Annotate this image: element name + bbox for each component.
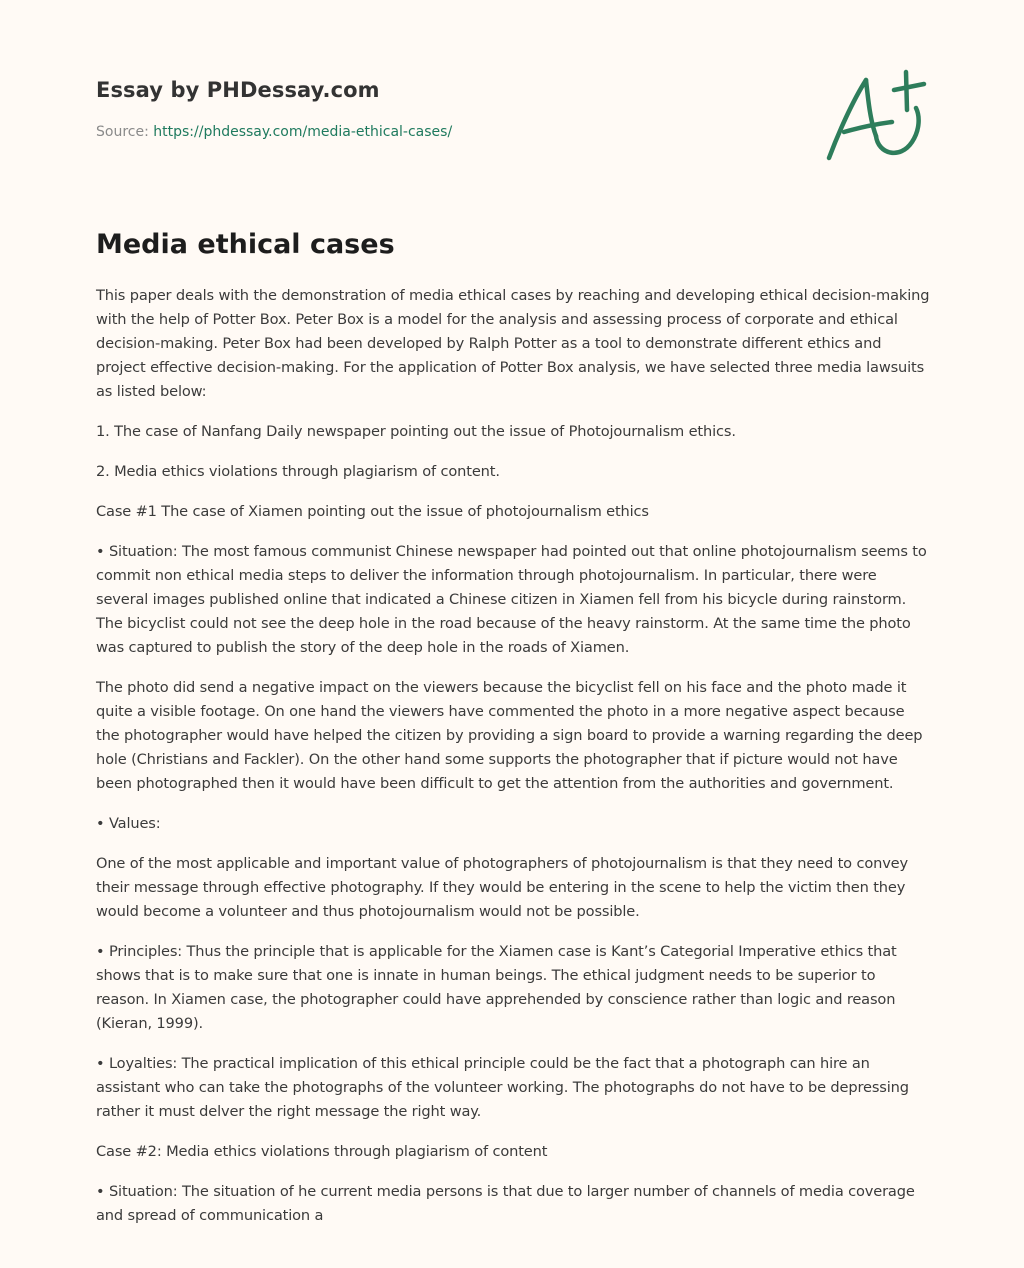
source-link[interactable]: https://phdessay.com/media-ethical-cases/ xyxy=(153,124,453,140)
list-item-case-2: 2. Media ethics violations through plagiarism of content. xyxy=(96,463,500,480)
case-1-values-paragraph: One of the most applicable and important value of photographers of photojournalism is that they need to convey their message through effective photography. If they would be entering in the scene to help the victim then they would become a volunteer and thus photojournalism would not be possible. xyxy=(96,855,908,920)
case-1-impact-paragraph: The photo did send a negative impact on the viewers because the bicyclist fell on his face and the photo made it quite a visible footage. On one hand the viewers have commented the photo in a more negative aspect because the photographer would have helped the citizen by providing a sign board to provide a warning regarding the deep hole (Christians and Fackler). On the other hand some supports the photographer that if picture would not have been photographed then it would have been difficult to get the attention from the authorities and government. xyxy=(96,679,923,792)
intro-paragraph: This paper deals with the demonstration of media ethical cases by reaching and developing ethical decision-making with the help of Potter Box. Peter Box is a model for the analysis and assessing process of corporate and ethical decision-making. Peter Box had been developed by Ralph Potter as a tool to demonstrate different ethics and project effective decision-making. For the application of Potter Box analysis, we have selected three media lawsuits as listed below: xyxy=(96,287,930,400)
a-plus-grade-icon xyxy=(820,64,930,168)
source-label: Source: xyxy=(96,124,149,140)
essay-content xyxy=(96,226,930,1244)
essay-header xyxy=(96,74,796,142)
case-1-values-label: • Values: xyxy=(96,815,161,832)
case-1-situation: • Situation: The most famous communist Chinese newspaper had pointed out that online photojournalism seems to commit non ethical media steps to deliver the information through photojournalism. In particular, there were several images published online that indicated a Chinese citizen in Xiamen fell from his bicycle during rainstorm. The bicyclist could not see the deep hole in the road because of the heavy rainstorm. At the same time the photo was captured to publish the story of the deep hole in the roads of Xiamen. xyxy=(96,543,927,656)
case-1-loyalties: • Loyalties: The practical implication of this ethical principle could be the fact that a photograph can hire an assistant who can take the photographs of the volunteer working. The photographs do not have to be depressing rather it must delver the right message the right way. xyxy=(96,1055,909,1120)
case-2-situation: • Situation: The situation of he current media persons is that due to larger number of channels of media coverage and spread of communication a xyxy=(96,1183,915,1224)
site-title: Essay by PHDessay.com xyxy=(96,78,380,102)
document-title: Media ethical cases xyxy=(96,229,395,260)
case-1-heading: Case #1 The case of Xiamen pointing out the issue of photojournalism ethics xyxy=(96,503,649,520)
list-item-case-1: 1. The case of Nanfang Daily newspaper pointing out the issue of Photojournalism ethics. xyxy=(96,423,736,440)
source-line xyxy=(96,122,796,142)
case-2-heading: Case #2: Media ethics violations through plagiarism of content xyxy=(96,1143,548,1160)
case-1-principles: • Principles: Thus the principle that is applicable for the Xiamen case is Kant’s Categorial Imperative ethics that shows that is to make sure that one is innate in human beings. The ethical judgment needs to be superior to reason. In Xiamen case, the photographer could have apprehended by conscience rather than logic and reason (Kieran, 1999). xyxy=(96,943,897,1032)
